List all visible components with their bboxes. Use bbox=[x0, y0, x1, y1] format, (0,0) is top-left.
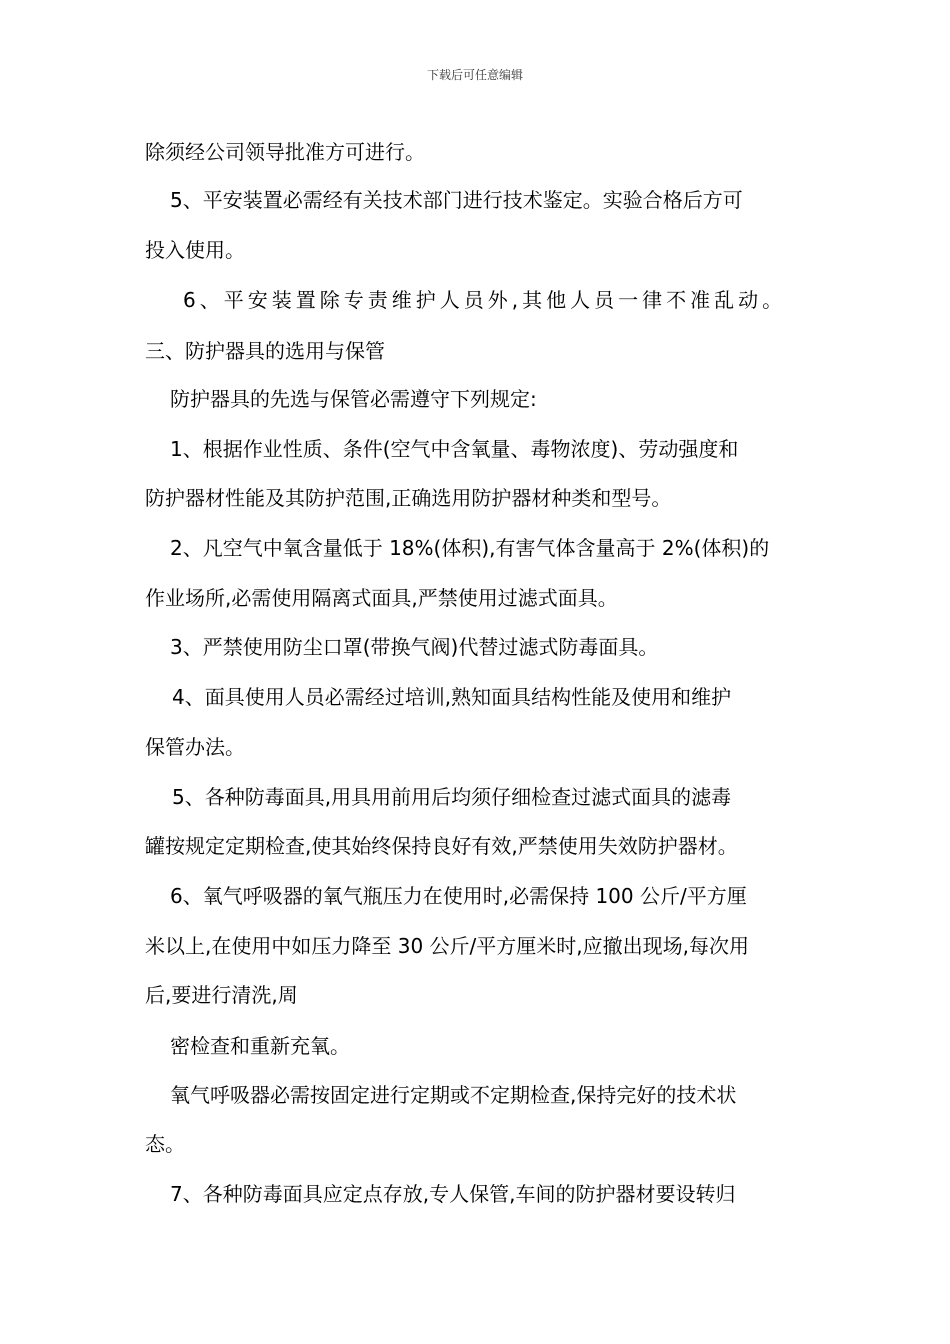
paragraph-line: 态。 bbox=[145, 1132, 185, 1156]
paragraph-line: 罐按规定定期检查,使其始终保持良好有效,严禁使用失效防护器材。 bbox=[145, 834, 738, 858]
paragraph-line: 防护器材性能及其防护范围,正确选用防护器材种类和型号。 bbox=[145, 486, 672, 510]
paragraph-line: 氧气呼吸器必需按固定进行定期或不定期检查,保持完好的技术状 bbox=[170, 1083, 737, 1107]
paragraph-line: 3、严禁使用防尘口罩(带换气阀)代替过滤式防毒面具。 bbox=[170, 635, 659, 659]
paragraph-line: 6、平安装置除专责维护人员外,其他人员一律不准乱动。 bbox=[183, 288, 787, 312]
paragraph-line: 后,要进行清洗,周 bbox=[145, 983, 298, 1007]
paragraph-line: 4、面具使用人员必需经过培训,熟知面具结构性能及使用和维护 bbox=[172, 685, 732, 709]
paragraph-line: 6、氧气呼吸器的氧气瓶压力在使用时,必需保持 100 公斤/平方厘 bbox=[170, 884, 747, 908]
paragraph-line: 投入使用。 bbox=[145, 238, 245, 262]
paragraph-line: 作业场所,必需使用隔离式面具,严禁使用过滤式面具。 bbox=[145, 586, 618, 610]
paragraph-line: 密检查和重新充氧。 bbox=[170, 1034, 350, 1058]
paragraph-line: 7、各种防毒面具应定点存放,专人保管,车间的防护器材要设转归 bbox=[170, 1182, 736, 1206]
paragraph-line: 5、各种防毒面具,用具用前用后均须仔细检查过滤式面具的滤毒 bbox=[172, 785, 732, 809]
paragraph-line: 除须经公司领导批准方可进行。 bbox=[145, 140, 425, 164]
paragraph-line: 米以上,在使用中如压力降至 30 公斤/平方厘米时,应撤出现场,每次用 bbox=[145, 934, 749, 958]
page-header: 下载后可任意编辑 bbox=[426, 68, 523, 82]
paragraph-line: 防护器具的先选与保管必需遵守下列规定: bbox=[170, 387, 537, 411]
paragraph-line: 2、凡空气中氧含量低于 18%(体积),有害气体含量高于 2%(体积)的 bbox=[170, 536, 770, 560]
section-heading: 三、防护器具的选用与保管 bbox=[145, 339, 385, 363]
paragraph-line: 1、根据作业性质、条件(空气中含氧量、毒物浓度)、劳动强度和 bbox=[170, 437, 739, 461]
paragraph-line: 5、平安装置必需经有关技术部门进行技术鉴定。实验合格后方可 bbox=[170, 188, 743, 212]
paragraph-line: 保管办法。 bbox=[145, 735, 245, 759]
